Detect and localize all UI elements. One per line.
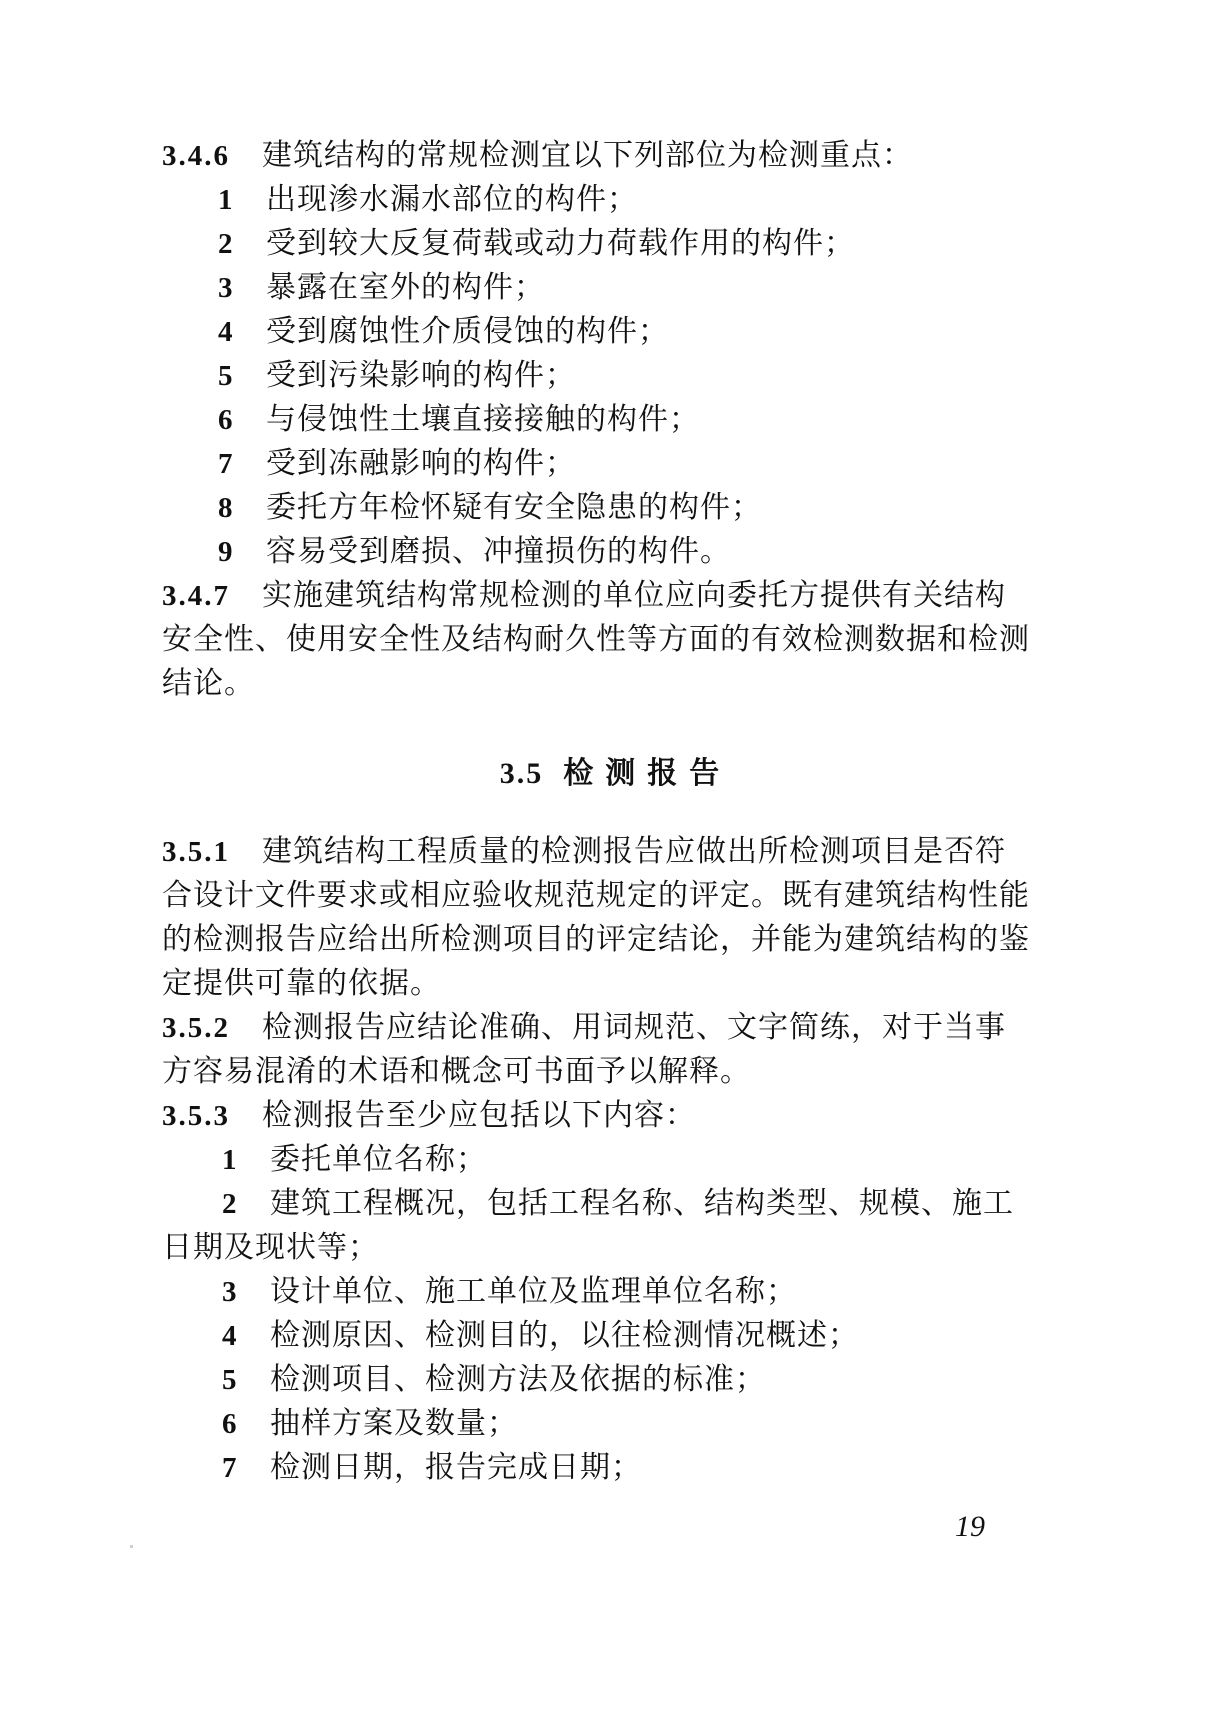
item-text: 容易受到磨损、冲撞损伤的构件。 (266, 534, 731, 569)
item-number: 5 (218, 360, 234, 392)
page-number: 19 (955, 1510, 985, 1543)
item-number: 4 (218, 316, 234, 348)
list-item (0, 442, 1211, 486)
item-number: 1 (218, 184, 234, 216)
clause-number: 3.5.3 (162, 1100, 230, 1132)
item-number: 9 (218, 536, 234, 568)
item-number: 4 (222, 1320, 238, 1352)
item-number: 2 (218, 228, 234, 260)
item-number: 5 (222, 1364, 238, 1396)
clause-number: 3.5.1 (162, 836, 230, 868)
clause-text: 结论。 (162, 666, 255, 701)
clause-number: 3.5.2 (162, 1012, 230, 1044)
paragraph-line (0, 962, 1211, 1006)
clause-text: 的检测报告应给出所检测项目的评定结论，并能为建筑结构的鉴 (162, 922, 1030, 957)
item-text: 检测日期，报告完成日期； (270, 1450, 642, 1485)
section-heading (0, 752, 1211, 796)
clause-number: 3.4.6 (162, 140, 230, 172)
item-text: 受到较大反复荷载或动力荷载作用的构件； (266, 226, 855, 261)
item-number: 7 (218, 448, 234, 480)
clause-text: 建筑结构的常规检测宜以下列部位为检测重点： (262, 138, 913, 173)
list-item (0, 530, 1211, 574)
item-text: 委托方年检怀疑有安全隐患的构件； (266, 490, 762, 525)
list-item (0, 1314, 1211, 1358)
list-item (0, 1446, 1211, 1490)
item-text: 出现渗水漏水部位的构件； (266, 182, 638, 217)
clause-3-5-2 (0, 1006, 1211, 1050)
clause-text: 检测报告应结论准确、用词规范、文字简练，对于当事 (262, 1010, 1006, 1045)
section-number: 3.5 (499, 757, 544, 790)
item-text: 设计单位、施工单位及监理单位名称； (270, 1274, 797, 1309)
clause-text: 检测报告至少应包括以下内容： (262, 1098, 696, 1133)
item-number: 6 (222, 1408, 238, 1440)
list-item (0, 1182, 1211, 1226)
item-text: 受到腐蚀性介质侵蚀的构件； (266, 314, 669, 349)
item-text: 检测原因、检测目的，以往检测情况概述； (270, 1318, 859, 1353)
item-text: 抽样方案及数量； (270, 1406, 518, 1441)
list-item (0, 1138, 1211, 1182)
clause-text: 合设计文件要求或相应验收规范规定的评定。既有建筑结构性能 (162, 878, 1030, 913)
list-item (0, 1358, 1211, 1402)
paragraph-line (0, 874, 1211, 918)
scan-speck (130, 1545, 133, 1548)
item-number: 8 (218, 492, 234, 524)
item-number: 6 (218, 404, 234, 436)
clause-3-5-3 (0, 1094, 1211, 1138)
clause-text: 实施建筑结构常规检测的单位应向委托方提供有关结构 (262, 578, 1006, 613)
list-item (0, 354, 1211, 398)
list-item (0, 222, 1211, 266)
clause-3-4-6 (0, 134, 1211, 178)
item-text: 暴露在室外的构件； (266, 270, 545, 305)
list-item (0, 310, 1211, 354)
clause-text: 安全性、使用安全性及结构耐久性等方面的有效检测数据和检测 (162, 622, 1030, 657)
item-text: 建筑工程概况，包括工程名称、结构类型、规模、施工 (270, 1186, 1014, 1221)
item-text: 委托单位名称； (270, 1142, 487, 1177)
item-text: 日期及现状等； (162, 1230, 379, 1265)
list-item (0, 1402, 1211, 1446)
list-item (0, 486, 1211, 530)
item-text: 检测项目、检测方法及依据的标准； (270, 1362, 766, 1397)
item-text: 受到污染影响的构件； (266, 358, 576, 393)
item-number: 3 (218, 272, 234, 304)
item-number: 1 (222, 1144, 238, 1176)
item-text: 与侵蚀性土壤直接接触的构件； (266, 402, 700, 437)
paragraph-line (0, 662, 1211, 706)
paragraph-line (0, 618, 1211, 662)
clause-3-5-1 (0, 830, 1211, 874)
clause-text: 方容易混淆的术语和概念可书面予以解释。 (162, 1054, 751, 1089)
list-item (0, 398, 1211, 442)
clause-3-4-7 (0, 574, 1211, 618)
clause-text: 定提供可靠的依据。 (162, 966, 441, 1001)
paragraph-line (0, 1050, 1211, 1094)
item-number: 3 (222, 1276, 238, 1308)
list-item-continuation (0, 1226, 1211, 1270)
item-text: 受到冻融影响的构件； (266, 446, 576, 481)
list-item (0, 178, 1211, 222)
section-title: 检测报告 (563, 756, 732, 791)
paragraph-line (0, 918, 1211, 962)
item-number: 2 (222, 1188, 238, 1220)
clause-number: 3.4.7 (162, 580, 230, 612)
item-number: 7 (222, 1452, 238, 1484)
list-item (0, 266, 1211, 310)
clause-text: 建筑结构工程质量的检测报告应做出所检测项目是否符 (262, 834, 1006, 869)
list-item (0, 1270, 1211, 1314)
